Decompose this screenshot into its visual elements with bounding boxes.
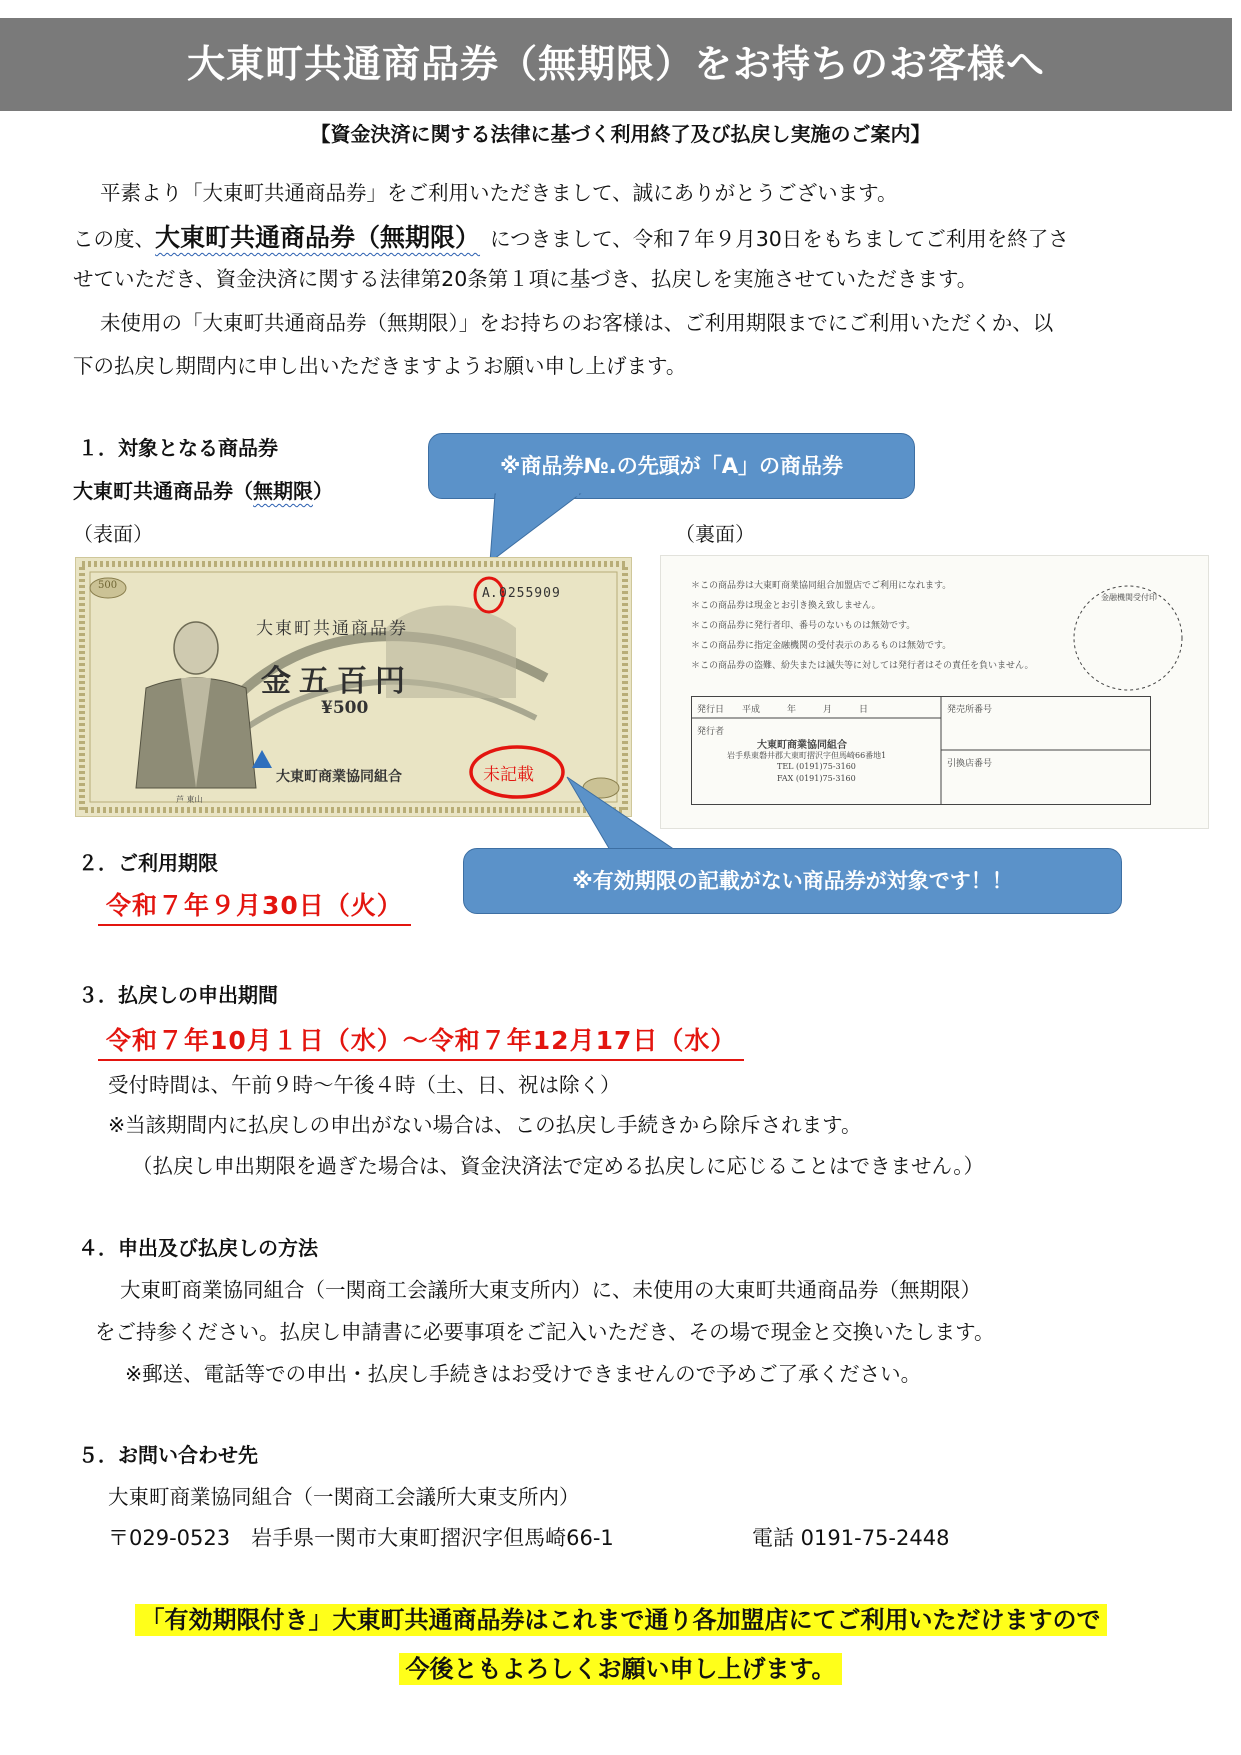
front-serial-number: 0255909 — [499, 586, 561, 601]
front-ticket-title: 大東町共通商品券 — [256, 619, 408, 639]
method-line-1: 大東町商業協同組合（一関商工会議所大東支所内）に、未使用の大東町共通商品券（無期限） — [120, 1278, 981, 1302]
contact-phone: 電話 0191-75-2448 — [752, 1526, 950, 1550]
method-line-2: をご持参ください。払戻し申請書に必要事項をご記入いただき、その場で現金と交換いたします。 — [95, 1320, 995, 1344]
intro-line-2-suffix: につきまして、令和７年９月30日をもちましてご利用を終了さ — [490, 227, 1069, 251]
back-tel: TEL (0191)75-3160 — [777, 762, 856, 771]
section-3-heading: ３．払戻しの申出期間 — [78, 983, 278, 1007]
target-product-name — [73, 475, 333, 504]
reception-hours: 受付時間は、午前９時～午後４時（土、日、祝は除く） — [108, 1073, 621, 1097]
front-serial-prefix: A. — [482, 586, 498, 601]
refund-period: 令和７年10月１日（水）～令和７年12月17日（水） — [98, 1021, 744, 1061]
back-exchange-store-label: 引換店番号 — [947, 759, 993, 769]
intro-line-2-prefix: この度、 — [73, 227, 155, 251]
front-issuer: 大東町商業協同組合 — [276, 769, 402, 785]
front-corner-500: 500 — [98, 580, 118, 591]
front-unrecorded-label: 未記載 — [483, 765, 534, 785]
back-note-3: ＊この商品券に発行者印、番号のないものは無効です。 — [691, 621, 916, 631]
front-amount-yen: ¥500 — [321, 698, 369, 718]
back-issuer-name: 大東町商業協同組合 — [757, 740, 847, 751]
front-portrait-caption: 芦 東山 — [176, 795, 203, 804]
method-note: ※郵送、電話等での申出・払戻し手続きはお受けできませんので予めご了承ください。 — [125, 1362, 922, 1386]
section-2-heading: ２．ご利用期限 — [78, 851, 218, 875]
page-subtitle: 【資金決済に関する法律に基づく利用終了及び払戻し実施のご案内】 — [310, 122, 931, 146]
back-note-2: ＊この商品券は現金とお引き換え致しません。 — [691, 601, 881, 611]
page-title: 大東町共通商品券（無期限）をお持ちのお客様へ — [0, 18, 1232, 111]
intro-line-5: 下の払戻し期間内に申し出いただきますようお願い申し上げます。 — [73, 354, 687, 378]
footer-line-1-text: 「有効期限付き」大東町共通商品券はこれまで通り各加盟店にてご利用いただけますので — [135, 1604, 1107, 1636]
target-product-suffix: ） — [313, 479, 333, 503]
back-stamp-label: 金融機関受付印 — [1101, 593, 1157, 602]
refund-note-1: ※当該期間内に払戻しの申出がない場合は、この払戻し手続きから除斥されます。 — [108, 1113, 862, 1137]
target-product-highlight: 無期限 — [253, 479, 313, 503]
target-product-prefix: 大東町共通商品券（ — [73, 479, 253, 503]
refund-note-2: （払戻し申出期限を過ぎた場合は、資金決済法で定める払戻しに応じることはできません。） — [132, 1154, 984, 1178]
back-fax: FAX (0191)75-3160 — [777, 774, 856, 783]
back-issue-store-label: 発売所番号 — [947, 705, 993, 715]
contact-organization: 大東町商業協同組合（一関商工会議所大東支所内） — [108, 1485, 580, 1509]
callout-bottom-pointer — [555, 775, 685, 855]
front-label: （表面） — [73, 522, 153, 546]
section-5-heading: ５．お問い合わせ先 — [78, 1443, 258, 1467]
footer-line-2 — [0, 1649, 1241, 1684]
ticket-back-image — [660, 555, 1209, 829]
footer-line-2-text: 今後ともよろしくお願い申し上げます。 — [399, 1653, 841, 1685]
section-4-heading: ４．申出及び払戻しの方法 — [78, 1236, 318, 1260]
back-issuer-address: 岩手県東磐井郡大東町摺沢字但馬崎66番地1 — [727, 751, 887, 760]
callout-serial-prefix: ※商品券№.の先頭が「A」の商品券 — [428, 433, 915, 499]
intro-line-1: 平素より「大東町共通商品券」をご利用いただきまして、誠にありがとうございます。 — [100, 181, 898, 205]
ticket-front-image — [75, 557, 632, 817]
intro-product-name: 大東町共通商品券（無期限） — [155, 223, 481, 252]
footer-line-1 — [0, 1600, 1241, 1635]
back-label: （裏面） — [675, 522, 755, 546]
callout-no-expiry: ※有効期限の記載がない商品券が対象です！！ — [463, 848, 1122, 914]
intro-line-4: 未使用の「大東町共通商品券（無期限）」をお持ちのお客様は、ご利用期限までにご利用いただくか、以 — [100, 311, 1054, 335]
usage-deadline-date: 令和７年９月30日（火） — [98, 886, 411, 926]
front-amount-kanji: 金五百円 — [261, 664, 413, 699]
back-issuer-label: 発行者 — [697, 727, 725, 737]
intro-line-3: せていただき、資金決済に関する法律第20条第１項に基づき、払戻しを実施させていただきます。 — [73, 267, 978, 291]
section-1-heading: １．対象となる商品券 — [78, 436, 278, 460]
contact-address: 〒029-0523 岩手県一関市大東町摺沢字但馬崎66-1 — [108, 1526, 614, 1550]
back-issue-date: 発行日 平成 年 月 日 — [697, 705, 869, 715]
back-note-1: ＊この商品券は大東町商業協同組合加盟店でご利用になれます。 — [691, 581, 952, 591]
back-note-4: ＊この商品券に指定金融機関の受付表示のあるものは無効です。 — [691, 641, 952, 651]
intro-line-2 — [73, 218, 1069, 254]
back-note-5: ＊この商品券の盗難、紛失または滅失等に対しては発行者はその責任を負いません。 — [691, 661, 1034, 671]
